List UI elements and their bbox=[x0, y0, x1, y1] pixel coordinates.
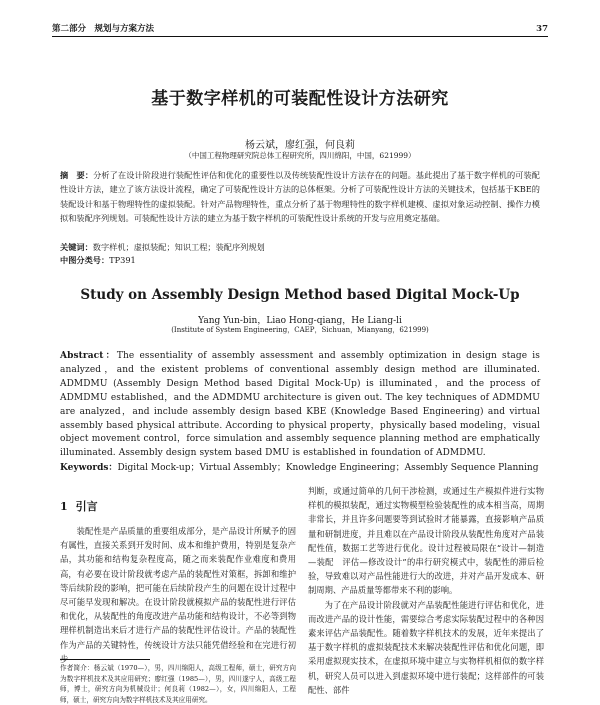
section-number: 1 bbox=[60, 500, 68, 513]
classification-value: TP391 bbox=[109, 255, 136, 265]
section-title: 引言 bbox=[75, 500, 98, 513]
authors-chinese: 杨云斌，廖红强，何良莉 bbox=[245, 140, 355, 151]
classification-number bbox=[60, 254, 540, 267]
abstract-chinese-label: 摘 要： bbox=[60, 170, 94, 180]
body-column-left bbox=[60, 484, 296, 666]
abstract-english-label: Abstract： bbox=[60, 351, 117, 361]
classification-label: 中图分类号： bbox=[60, 255, 110, 265]
authors-english: Yang Yun-bin，Liao Hong-qiang，He Liang-li bbox=[198, 316, 402, 326]
affiliation-chinese: （中国工程物理研究院总体工程研究所，四川绵阳，中国，621999） bbox=[184, 151, 416, 160]
page-number: 37 bbox=[536, 24, 548, 34]
running-head bbox=[52, 20, 548, 34]
abstract-english-text: The essentiality of assembly assessment and assembly optimization in design stage is analyzed，and the existent problems of conventional assembly design method are illuminated. ADMDMU (Assembly Design Method based Digital Mock-Up) is illuminated，and the process of ADMDMU established，and the ADMDMU architecture is given out. The key techniques of ADMDMU are analyzed，and include assembly design based KBE (Knowledge Based Engineering) and virtual assembly based physical attribute. According to physical property，physically based modeling，visual object movement control，force simulation and assembly sequence planning method are emphatically illuminated. Assembly design system based DMU is established in foundation of ADMDMU. bbox=[60, 351, 540, 459]
abstract-chinese bbox=[60, 168, 540, 226]
section-heading-introduction bbox=[60, 498, 296, 514]
running-head-rule bbox=[52, 36, 548, 37]
running-head-section: 第二部分 规划与方案方法 bbox=[52, 24, 155, 34]
keywords-english bbox=[60, 462, 540, 475]
body-column-right bbox=[308, 484, 544, 697]
keywords-chinese bbox=[60, 241, 540, 254]
footnote-rule bbox=[60, 659, 150, 660]
keywords-chinese-text: 数字样机；虚拟装配；知识工程；装配序列规划 bbox=[92, 242, 265, 252]
body-paragraph-left: 装配性是产品质量的重要组成部分，是产品设计所赋予的固有属性，直接关系到开发时间、成本和维护费用，特别是复杂产品，其功能和结构复杂程度高，随之而来装配作业难度和费用高，有必要在设计阶段就考虑产品的装配性对策框，拆卸和维护等后续阶段的影响，把可能在后续阶段产生的问题在设计过程中尽可能早发现和解决。在设计阶段就模拟产品的装配性进行评估和优化，从装配性的角度改进产品功能和结构设计，不必等到物理样机制造出来后才进行产品的装配性评估设计。产品的装配性作为产品的关键特性，传统设计方法只能凭借经验和在完进行初步 bbox=[60, 526, 296, 664]
keywords-english-text: Digital Mock-up；Virtual Assembly；Knowledge Engineering；Assembly Sequence Planning bbox=[117, 463, 539, 473]
author-footnote: 作者简介：杨云斌（1970—），男，四川绵阳人，高级工程师，硕士，研究方向为数字样机技术及其应用研究；廖红强（1985—），男，四川遂宁人，高级工程师，博士，研究方向为机械设计；何良莉（1982—），女，四川绵阳人，工程师，硕士，研究方向为数字样机技术及其应用研究。 bbox=[60, 664, 296, 704]
paper-title-chinese: 基于数字样机的可装配性设计方法研究 bbox=[151, 89, 449, 109]
abstract-english bbox=[60, 350, 540, 461]
body-paragraph-right-2: 为了在产品设计阶段就对产品装配性能进行评估和优化，进而改进产品的设计性能，需要综合考虑实际装配过程中的各种因素来评估产品装配性。随着数字样机技术的发展，近年来提出了基于数字样机的虚拟装配技术来解决装配性评估和优化问题，即采用虚拟现实技术，在虚拟环境中建立与实物样机相似的数字样机，研究人员可以进入到虚拟环境中进行装配；这样部件的可装配性、部件 bbox=[308, 599, 544, 695]
abstract-chinese-text: 分析了在设计阶段进行装配性评估和优化的重要性以及传统装配性设计方法存在的问题。基此提出了基于数字样机的可装配性设计方法，建立了该方法设计流程，确定了可装配性设计方法的总体框架。分析了可装配性设计方法的关键技术，包括基于KBE的装配设计和基于物理特性的虚拟装配。针对产品物理特性，重点分析了基于物理特性的数字样机建模、虚拟对象运动控制、操作力模拟和装配序列规划。可装配性设计方法的建立为基于数字样机的可装配性设计系统的开发与应用奠定基础。 bbox=[60, 170, 540, 224]
keywords-english-label: Keywords： bbox=[60, 463, 118, 473]
keywords-chinese-label: 关键词： bbox=[60, 242, 93, 252]
affiliation-english: (Institute of System Engineering，CAEP，Sichuan，Mianyang，621999) bbox=[171, 326, 429, 334]
paper-title-english: Study on Assembly Design Method based Digital Mock-Up bbox=[80, 287, 520, 303]
body-paragraph-right-1: 判断，或通过简单的几何干涉检测，或通过生产模拟件进行实物样机的模拟装配，通过实物模型检验装配性的成本相当高，周期非常长，并且许多问题要等到试验时才能暴露，直接影响产品质量和研制进度，并且难以在产品设计阶段从装配性角度对产品装配性值，数据工艺等进行优化。设计过程被局限在“设计—制造—装配 评估—修改设计”的串行研究模式中，装配性的滞后检验，导致难以对产品性能进行大的改进，并对产品开发成本、研制周期、产品质量等都带来不利的影响。 bbox=[308, 486, 544, 596]
